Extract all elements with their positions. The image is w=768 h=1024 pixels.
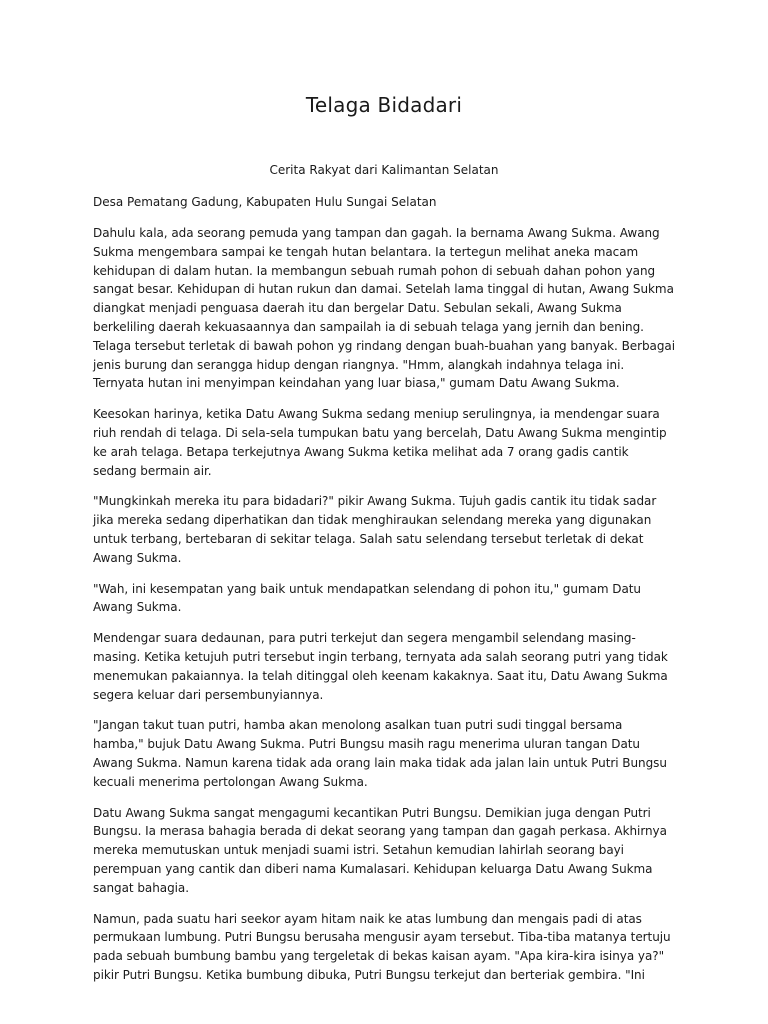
paragraph: Keesokan harinya, ketika Datu Awang Sukma sedang meniup serulingnya, ia mendengar suara riuh rendah di telaga. Di sela-sela tumpukan batu yang bercelah, Datu Awang Sukma mengintip ke arah telaga. Betapa terkejutnya Awang Sukma ketika melihat ada 7 orang gadis cantik sedang bermain air.: [93, 407, 667, 478]
paragraph: "Mungkinkah mereka itu para bidadari?" pikir Awang Sukma. Tujuh gadis cantik itu tidak sadar jika mereka sedang diperhatikan dan tidak menghiraukan selendang mereka yang digunakan untuk terbang, bertebaran di sekitar telaga. Salah satu selendang tersebut terletak di dekat Awang Sukma.: [93, 494, 657, 565]
paragraph: Datu Awang Sukma sangat mengagumi kecantikan Putri Bungsu. Demikian juga dengan Putri Bungsu. Ia merasa bahagia berada di dekat seorang yang tampan dan gagah perkasa. Akhirnya mereka memutuskan untuk menjadi suami istri. Setahun kemudian lahirlah seorang bayi perempuan yang cantik dan diberi nama Kumalasari. Kehidupan keluarga Datu Awang Sukma sangat bahagia.: [93, 805, 667, 895]
paragraph: "Wah, ini kesempatan yang baik untuk mendapatkan selendang di pohon itu," gumam Datu Awang Sukma.: [93, 581, 641, 615]
document-title: Telaga Bidadari: [305, 93, 463, 117]
paragraph: Namun, pada suatu hari seekor ayam hitam naik ke atas lumbung dan mengais padi di atas permukaan lumbung. Putri Bungsu berusaha mengusir ayam tersebut. Tiba-tiba matanya tertuju pada sebuah bumbung bambu yang tergeletak di bekas kaisan ayam. "Apa kira-kira isinya ya?" pikir Putri Bungsu. Ketika bumbung dibuka, Putri Bungsu terkejut dan berteriak gembira. "Ini: [93, 911, 671, 982]
paragraph: "Jangan takut tuan putri, hamba akan menolong asalkan tuan putri sudi tinggal bersama hamba," bujuk Datu Awang Sukma. Putri Bungsu masih ragu menerima uluran tangan Datu Awang Sukma. Namun karena tidak ada orang lain maka tidak ada jalan lain untuk Putri Bungsu kecuali menerima pertolongan Awang Sukma.: [93, 718, 667, 789]
story-body: [93, 224, 675, 985]
document-subtitle: Cerita Rakyat dari Kalimantan Selatan: [269, 163, 499, 177]
document-place: Desa Pematang Gadung, Kabupaten Hulu Sungai Selatan: [93, 195, 437, 209]
paragraph: Dahulu kala, ada seorang pemuda yang tampan dan gagah. Ia bernama Awang Sukma. Awang Sukma mengembara sampai ke tengah hutan belantara. Ia tertegun melihat aneka macam kehidupan di dalam hutan. Ia membangun sebuah rumah pohon di sebuah dahan pohon yang sangat besar. Kehidupan di hutan rukun dan damai. Setelah lama tinggal di hutan, Awang Sukma diangkat menjadi penguasa daerah itu dan bergelar Datu. Sebulan sekali, Awang Sukma berkeliling daerah kekuasaannya dan sampailah ia di sebuah telaga yang jernih dan bening. Telaga tersebut terletak di bawah pohon yg rindang dengan buah-buahan yang banyak. Berbagai jenis burung dan serangga hidup dengan riangnya. "Hmm, alangkah indahnya telaga ini. Ternyata hutan ini menyimpan keindahan yang luar biasa," gumam Datu Awang Sukma.: [93, 226, 676, 391]
paragraph: Mendengar suara dedaunan, para putri terkejut dan segera mengambil selendang masing-masing. Ketika ketujuh putri tersebut ingin terbang, ternyata ada salah seorang putri yang tidak menemukan pakaiannya. Ia telah ditinggal oleh keenam kakaknya. Saat itu, Datu Awang Sukma segera keluar dari persembunyiannya.: [93, 631, 668, 702]
